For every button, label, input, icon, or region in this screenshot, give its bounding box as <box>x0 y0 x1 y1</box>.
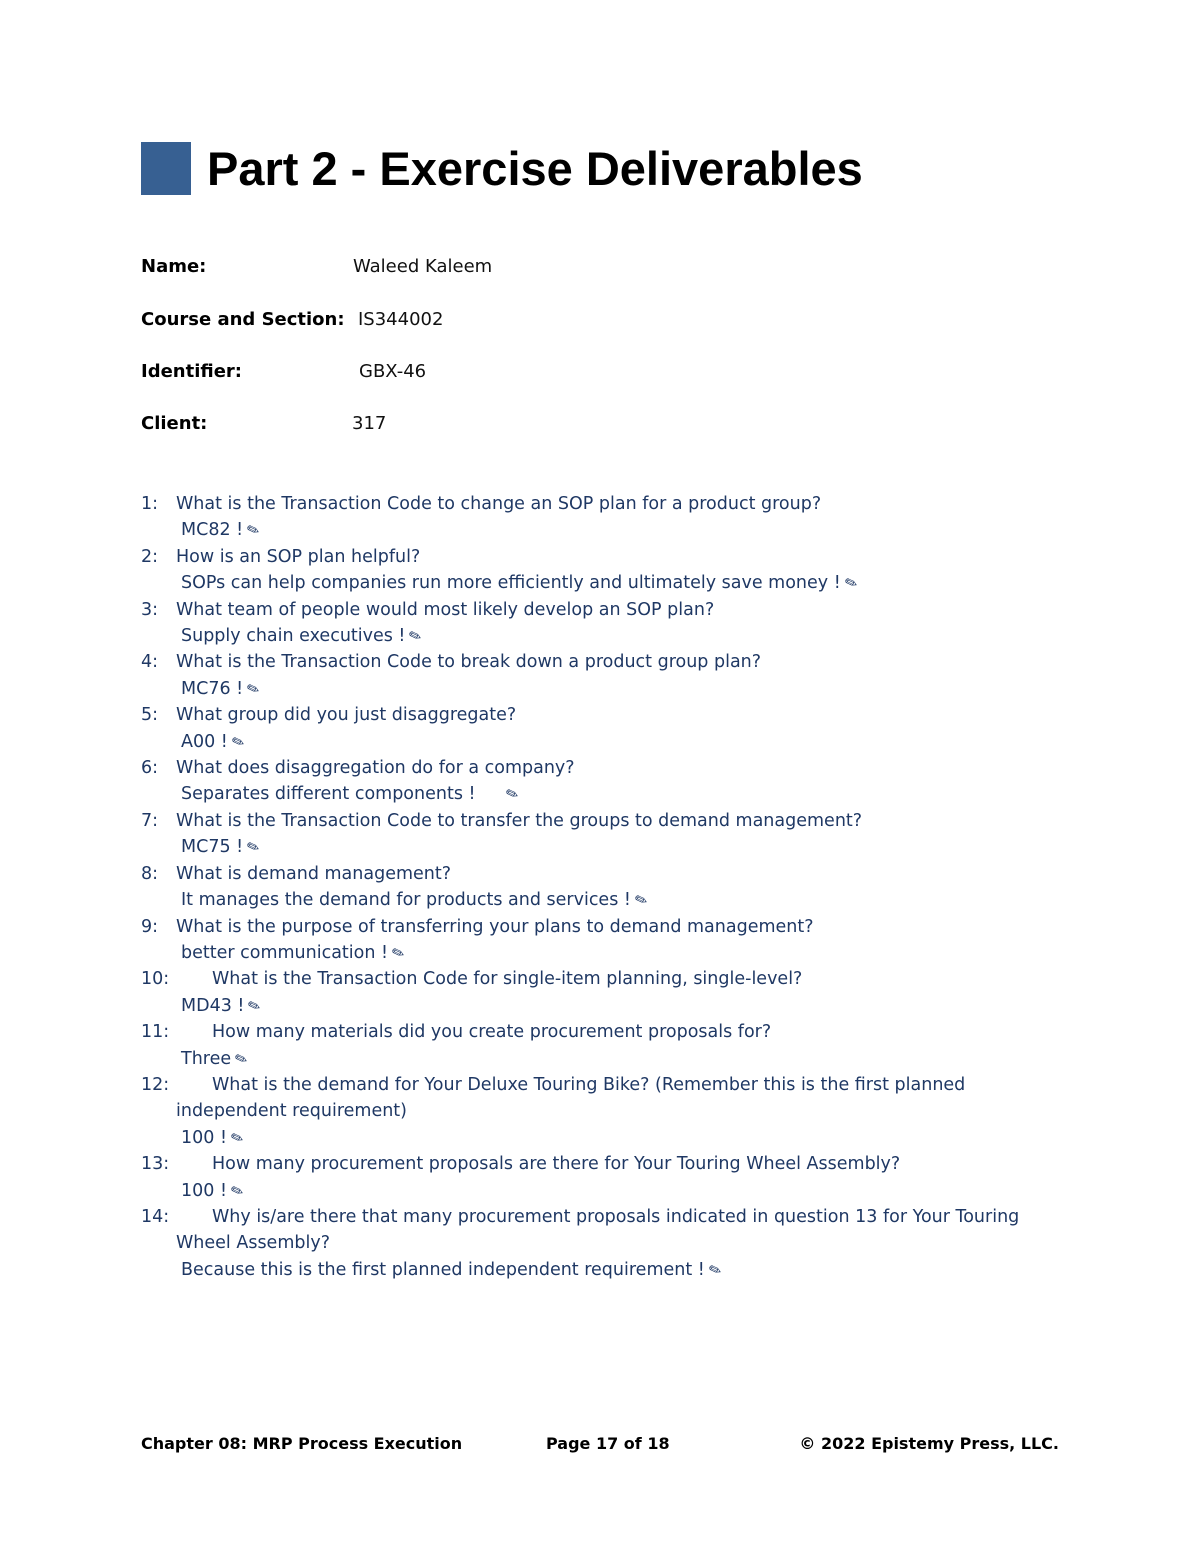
course-label: Course and Section: <box>141 309 345 330</box>
pencil-icon: ✎ <box>229 731 248 753</box>
pencil-icon: ✎ <box>244 678 263 700</box>
answer-row <box>141 1046 1041 1072</box>
question-row <box>141 702 1041 728</box>
pencil-icon: ✎ <box>389 942 408 964</box>
answer-text: MD43 ! <box>181 995 245 1016</box>
question-row <box>141 1072 1041 1098</box>
answer-row <box>141 676 1041 702</box>
footer-chapter: Chapter 08: MRP Process Execution <box>141 1434 463 1453</box>
question-continuation <box>141 1098 1041 1124</box>
answer-text: MC76 ! <box>181 678 244 699</box>
question-text: What is demand management? <box>176 863 452 884</box>
question-number: 4: <box>141 652 159 673</box>
answer-text: A00 ! <box>181 731 228 752</box>
answer-row <box>141 834 1041 860</box>
answer-row <box>141 940 1041 966</box>
answer-text: Supply chain executives ! <box>181 626 406 647</box>
question-number: 6: <box>141 758 159 779</box>
question-text: What is the Transaction Code to change an SOP plan for a product group? <box>176 494 822 514</box>
question-number: 12: <box>141 1074 170 1095</box>
question-text: How is an SOP plan helpful? <box>176 546 421 567</box>
pencil-icon: ✎ <box>228 1127 247 1149</box>
pencil-icon: ✎ <box>244 836 263 858</box>
question-row <box>141 966 1041 992</box>
answer-text: SOPs can help companies run more efficiently and ultimately save money ! <box>181 573 841 594</box>
question-row <box>141 649 1041 675</box>
question-text: What does disaggregation do for a company? <box>176 758 575 779</box>
question-text: What group did you just disaggregate? <box>176 705 517 726</box>
question-text-continued: Wheel Assembly? <box>176 1233 330 1254</box>
answer-row <box>141 517 1041 543</box>
question-row <box>141 1204 1041 1230</box>
page-footer <box>141 1434 1059 1458</box>
pencil-icon: ✎ <box>232 1047 251 1070</box>
answer-text: better communication ! <box>181 942 389 963</box>
answer-text: MC82 ! <box>181 520 244 541</box>
question-row <box>141 544 1041 570</box>
question-row <box>141 808 1041 834</box>
question-row <box>141 1019 1041 1045</box>
identifier-value: GBX-46 <box>359 361 427 382</box>
pencil-icon: ✎ <box>244 519 263 542</box>
answer-row <box>141 623 1041 649</box>
client-value: 317 <box>352 413 387 434</box>
question-row <box>141 914 1041 940</box>
question-text: How many materials did you create procurement proposals for? <box>212 1022 772 1043</box>
question-number: 14: <box>141 1206 170 1227</box>
footer-copyright: © 2022 Epistemy Press, LLC. <box>799 1434 1059 1453</box>
answer-text: 100 ! <box>181 1180 227 1201</box>
answer-row <box>141 729 1041 755</box>
pencil-icon: ✎ <box>706 1259 725 1281</box>
footer-page-number: Page 17 of 18 <box>546 1434 670 1453</box>
answer-text: Three <box>181 1048 232 1069</box>
answer-row <box>141 1125 1041 1151</box>
client-label: Client: <box>141 413 208 434</box>
question-row <box>141 597 1041 623</box>
answer-row <box>141 781 1041 807</box>
question-number: 2: <box>141 546 159 567</box>
question-number: 11: <box>141 1022 170 1043</box>
question-row <box>141 755 1041 781</box>
answer-row <box>141 887 1041 913</box>
answer-row <box>141 1178 1041 1204</box>
question-row <box>141 491 1041 517</box>
pencil-icon: ✎ <box>502 783 521 806</box>
answer-text: Separates different components ! <box>181 784 476 805</box>
answer-text: It manages the demand for products and services ! <box>181 890 631 911</box>
pencil-icon: ✎ <box>632 889 651 911</box>
question-row <box>141 1151 1041 1177</box>
answer-row <box>141 1257 1041 1283</box>
question-row <box>141 861 1041 887</box>
question-text: How many procurement proposals are there for Your Touring Wheel Assembly? <box>212 1154 901 1175</box>
answer-text: Because this is the first planned independent requirement ! <box>181 1259 705 1280</box>
name-value: Waleed Kaleem <box>353 256 493 277</box>
question-number: 7: <box>141 810 159 831</box>
question-list <box>141 491 1041 1283</box>
pencil-icon: ✎ <box>228 1179 247 1202</box>
question-number: 13: <box>141 1154 170 1175</box>
page-heading <box>141 140 863 196</box>
question-text: What is the Transaction Code for single-item planning, single-level? <box>212 969 803 990</box>
pencil-icon: ✎ <box>406 625 425 647</box>
answer-text: 100 ! <box>181 1127 227 1148</box>
question-number: 5: <box>141 705 159 726</box>
course-value: IS344002 <box>358 309 444 330</box>
question-number: 9: <box>141 916 159 937</box>
question-number: 10: <box>141 969 170 990</box>
question-text: What team of people would most likely develop an SOP plan? <box>176 599 715 620</box>
question-continuation <box>141 1230 1041 1256</box>
answer-text: MC75 ! <box>181 837 244 858</box>
question-number: 8: <box>141 863 159 884</box>
pencil-icon: ✎ <box>841 572 860 594</box>
identifier-label: Identifier: <box>141 361 243 382</box>
question-text: What is the purpose of transferring your plans to demand management? <box>176 916 814 937</box>
answer-row <box>141 993 1041 1019</box>
question-number: 1: <box>141 494 159 514</box>
heading-square-icon <box>141 142 191 195</box>
name-label: Name: <box>141 256 207 277</box>
question-text-continued: independent requirement) <box>176 1101 407 1122</box>
question-text: What is the demand for Your Deluxe Touring Bike? (Remember this is the first planned <box>212 1074 966 1095</box>
question-text: What is the Transaction Code to break down a product group plan? <box>176 652 762 673</box>
question-number: 3: <box>141 599 159 620</box>
pencil-icon: ✎ <box>245 995 264 1017</box>
answer-row <box>141 570 1041 596</box>
page-title: Part 2 - Exercise Deliverables <box>207 141 863 195</box>
question-text: Why is/are there that many procurement proposals indicated in question 13 for Your Touring <box>212 1206 1020 1227</box>
question-text: What is the Transaction Code to transfer the groups to demand management? <box>176 810 863 831</box>
